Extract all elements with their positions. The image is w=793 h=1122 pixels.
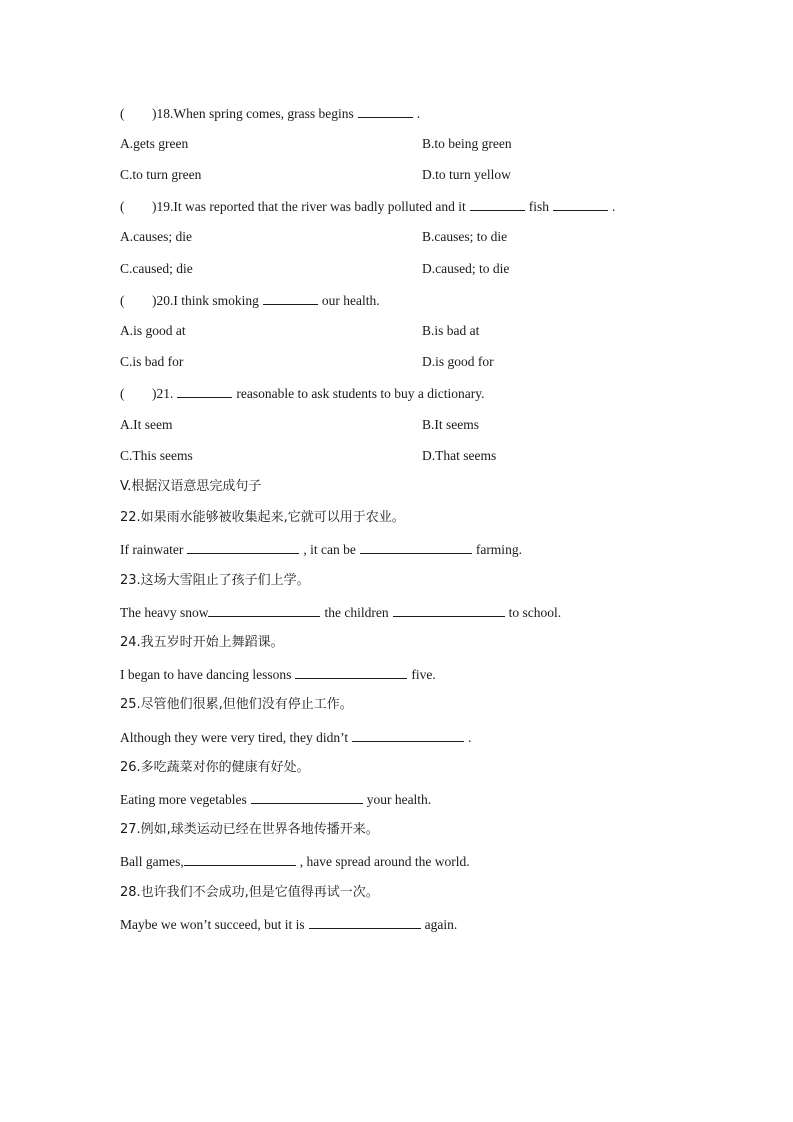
sentence-27-en: Ball games, , have spread around the world. bbox=[120, 854, 470, 869]
sentence-25-cn: 25.尽管他们很累,但他们没有停止工作。 bbox=[120, 697, 353, 712]
question-stem: )18.When spring comes, grass begins bbox=[152, 106, 354, 121]
question-20: ( )20.I think smoking our health. bbox=[120, 293, 380, 308]
sentence-25-en: Although they were very tired, they didn’t . bbox=[120, 730, 472, 745]
answer-paren: ( bbox=[120, 293, 125, 308]
answer-blank[interactable] bbox=[187, 541, 299, 554]
answer-paren: ( bbox=[120, 199, 125, 214]
answer-blank[interactable] bbox=[358, 105, 413, 118]
option-d: D.to turn yellow bbox=[422, 167, 511, 182]
question-21: ( )21. reasonable to ask students to buy a dictionary. bbox=[120, 386, 485, 401]
option-b: B.to being green bbox=[422, 136, 512, 151]
answer-blank[interactable] bbox=[208, 604, 320, 617]
sentence-27-cn: 27.例如,球类运动已经在世界各地传播开来。 bbox=[120, 822, 379, 837]
option-b: B.It seems bbox=[422, 417, 479, 432]
option-c: C.is bad for bbox=[120, 354, 184, 369]
question-stem: )20.I think smoking bbox=[152, 293, 259, 308]
option-d: D.That seems bbox=[422, 448, 497, 463]
sentence-26-en: Eating more vegetables your health. bbox=[120, 792, 432, 807]
question-19: ( )19.It was reported that the river was badly polluted and it fish . bbox=[120, 199, 616, 214]
option-c: C.This seems bbox=[120, 448, 193, 463]
answer-blank[interactable] bbox=[553, 198, 608, 211]
sentence-22-en: If rainwater , it can be farming. bbox=[120, 542, 522, 557]
option-b: B.is bad at bbox=[422, 323, 480, 338]
option-a: A.causes; die bbox=[120, 229, 192, 244]
answer-blank[interactable] bbox=[352, 729, 464, 742]
sentence-23-en: The heavy snow the children to school. bbox=[120, 605, 562, 620]
answer-blank[interactable] bbox=[309, 916, 421, 929]
question-18: ( )18.When spring comes, grass begins . bbox=[120, 106, 421, 121]
option-d: D.caused; to die bbox=[422, 261, 510, 276]
question-stem: )19.It was reported that the river was badly polluted and it bbox=[152, 199, 466, 214]
option-a: A.is good at bbox=[120, 323, 186, 338]
sentence-24-en: I began to have dancing lessons five. bbox=[120, 667, 436, 682]
answer-blank[interactable] bbox=[360, 541, 472, 554]
sentence-28-cn: 28.也许我们不会成功,但是它值得再试一次。 bbox=[120, 885, 379, 900]
question-stem: )21. bbox=[152, 386, 174, 401]
option-c: C.to turn green bbox=[120, 167, 202, 182]
answer-blank[interactable] bbox=[184, 853, 296, 866]
answer-paren: ( bbox=[120, 386, 125, 401]
answer-blank[interactable] bbox=[393, 604, 505, 617]
sentence-22-cn: 22.如果雨水能够被收集起来,它就可以用于农业。 bbox=[120, 510, 405, 525]
answer-blank[interactable] bbox=[470, 198, 525, 211]
option-d: D.is good for bbox=[422, 354, 494, 369]
answer-blank[interactable] bbox=[263, 292, 318, 305]
option-b: B.causes; to die bbox=[422, 229, 508, 244]
sentence-24-cn: 24.我五岁时开始上舞蹈课。 bbox=[120, 635, 284, 650]
option-a: A.gets green bbox=[120, 136, 189, 151]
answer-paren: ( bbox=[120, 106, 125, 121]
sentence-26-cn: 26.多吃蔬菜对你的健康有好处。 bbox=[120, 760, 310, 775]
answer-blank[interactable] bbox=[177, 385, 232, 398]
sentence-28-en: Maybe we won’t succeed, but it is again. bbox=[120, 917, 458, 932]
option-c: C.caused; die bbox=[120, 261, 193, 276]
option-a: A.It seem bbox=[120, 417, 173, 432]
section-title: V.根据汉语意思完成句子 bbox=[120, 479, 262, 494]
answer-blank[interactable] bbox=[251, 791, 363, 804]
sentence-23-cn: 23.这场大雪阻止了孩子们上学。 bbox=[120, 573, 310, 588]
answer-blank[interactable] bbox=[295, 666, 407, 679]
